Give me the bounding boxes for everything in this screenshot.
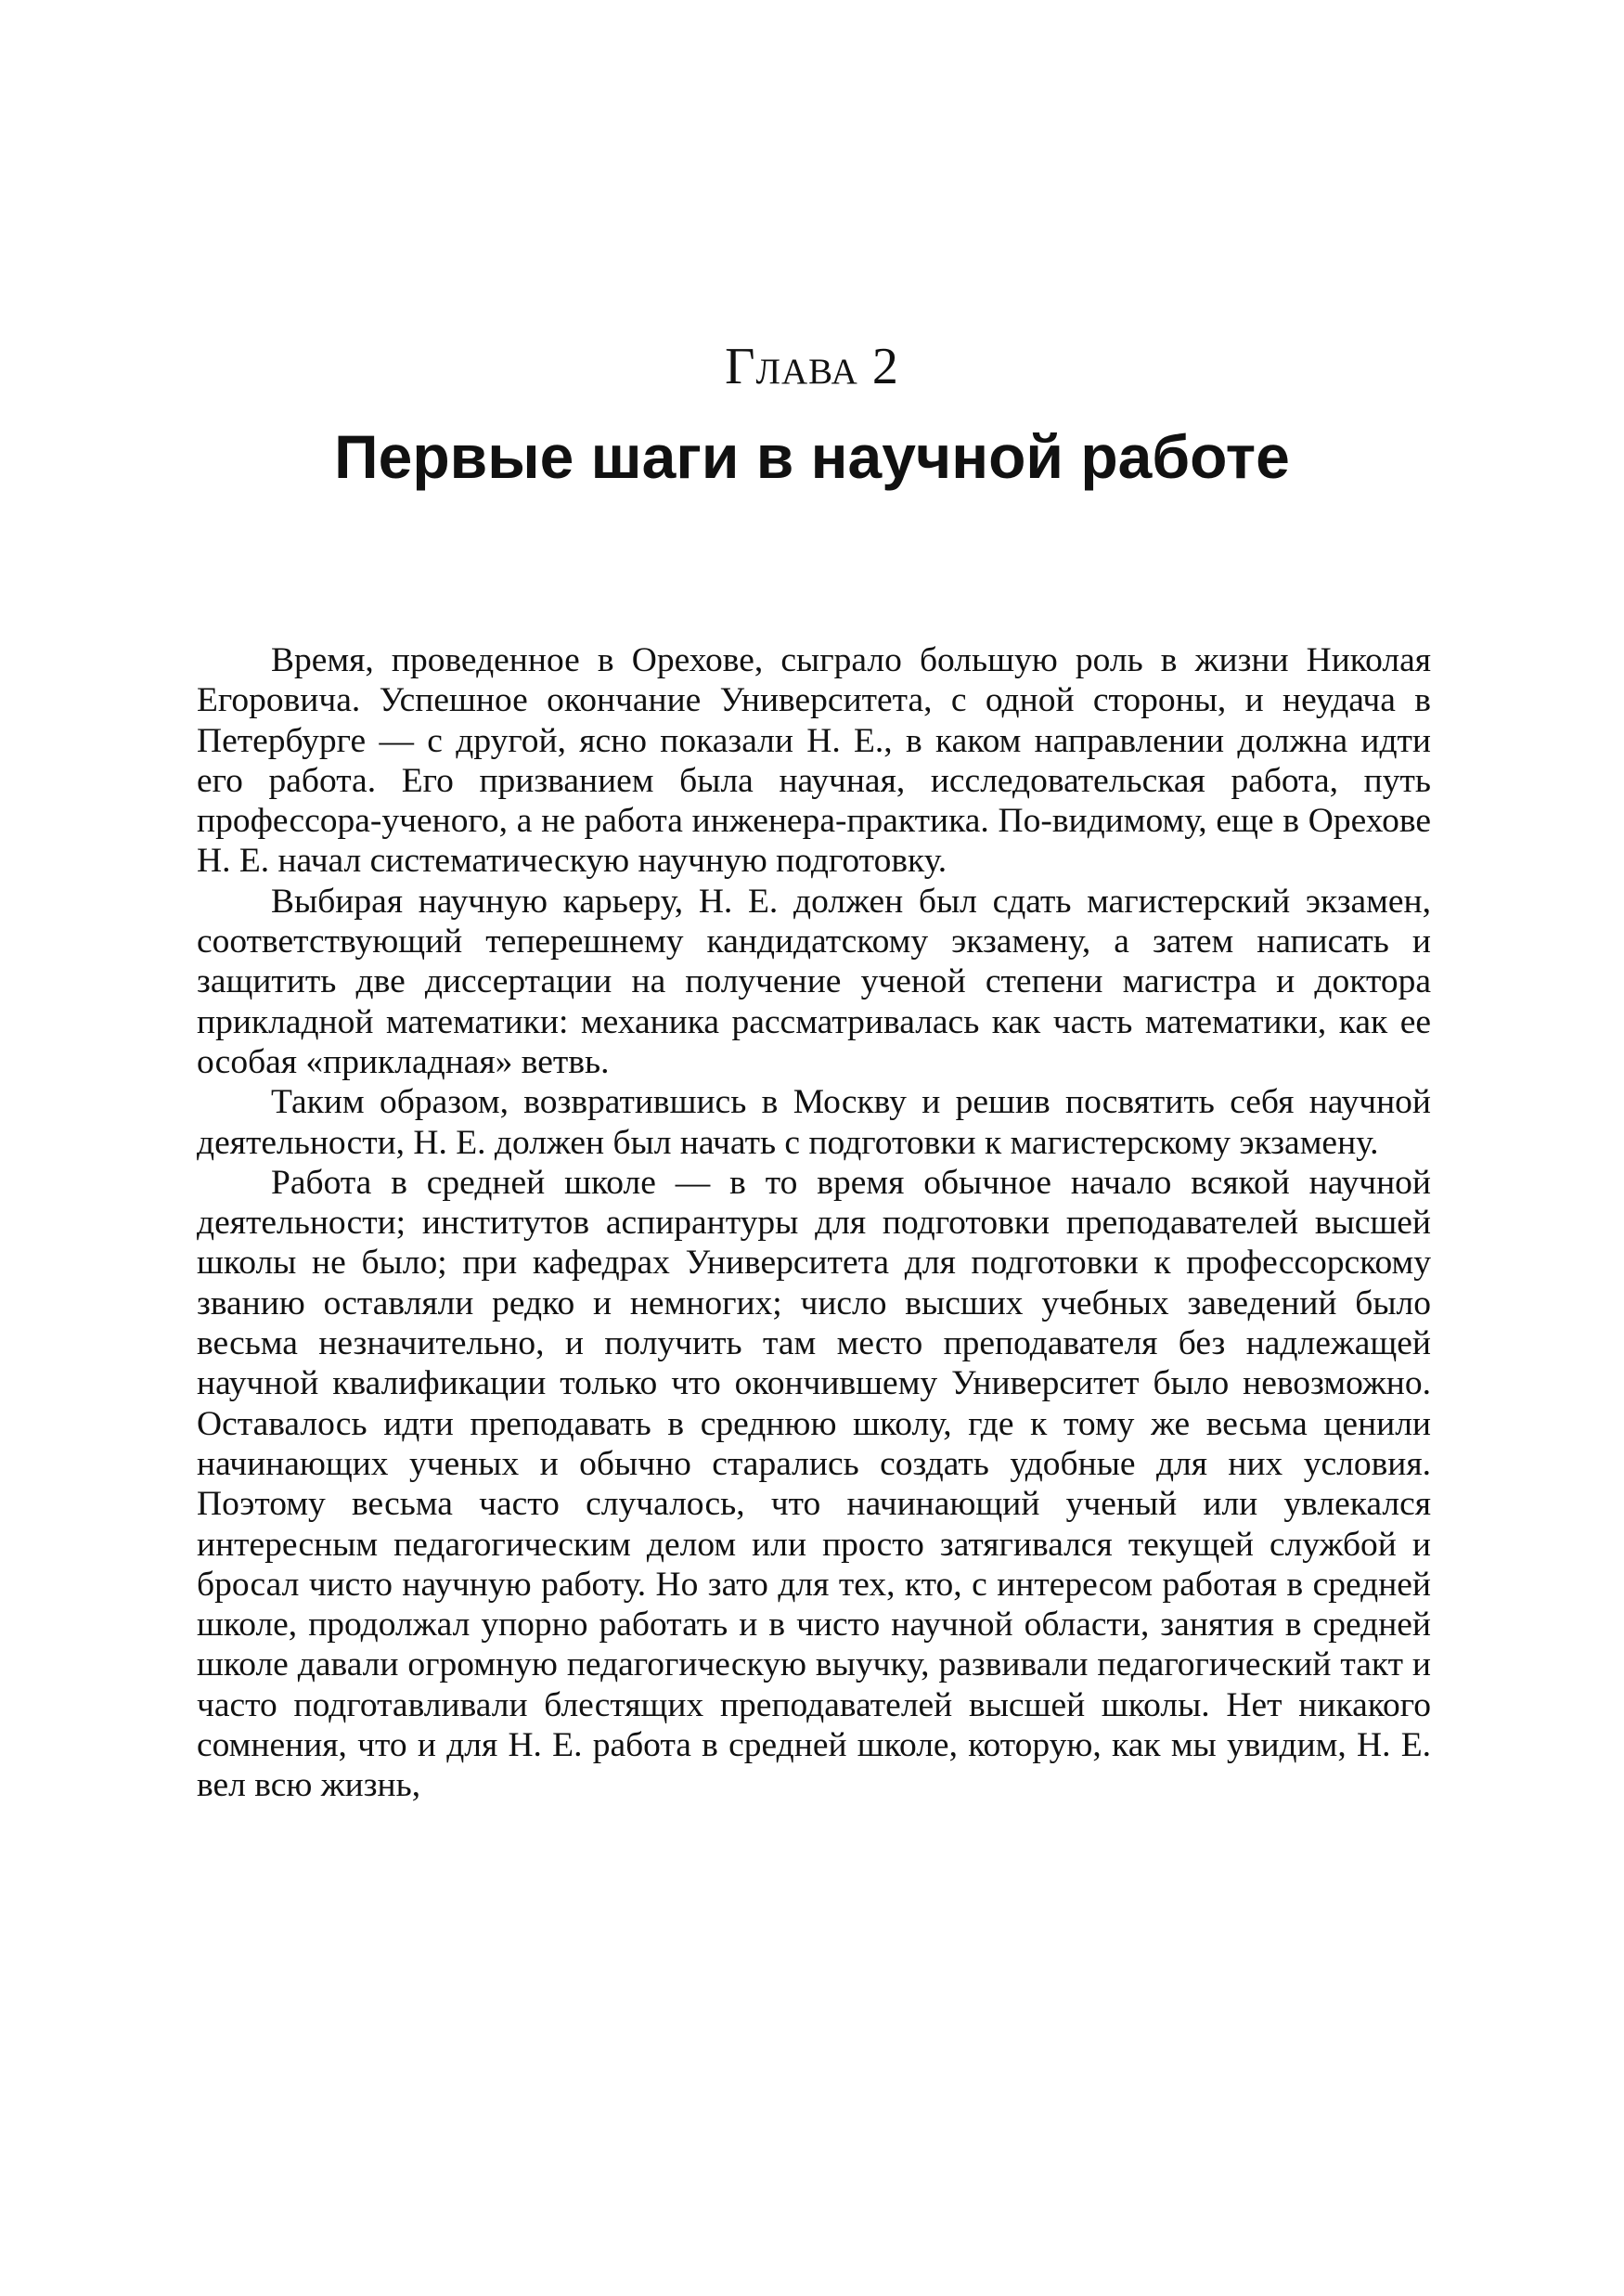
body-text — [197, 640, 1431, 1806]
paragraph: Выбирая научную карьеру, Н. Е. должен был сдать магистерский экзамен, соответствующий теперешнему кандидатскому экзамену, а затем написать и защитить две диссертации на получение ученой степени магистра и доктора прикладной математики: механика рассматривалась как часть математики, как ее особая «прикладная» ветвь. — [197, 882, 1431, 1081]
chapter-title: Первые шаги в научной работе — [334, 422, 1290, 491]
paragraph: Работа в средней школе — в то время обычное начало всякой научной деятельности; институтов аспирантуры для подготовки преподавателей высшей школы не было; при кафедрах Университета для подготовки к профессорскому званию оставляли редко и немногих; число высших учебных заведений было весьма незначительно, и получить там место преподавателя без надлежащей научной квалификации только что окончившему Университет было невозможно. Оставалось идти преподавать в среднюю школу, где к тому же весьма ценили начинающих ученых и обычно старались создать удобные для них условия. Поэтому весьма часто случалось, что начинающий ученый или увлекался интересным педагогическим делом или просто затягивался текущей службой и бросал чисто научную работу. Но зато для тех, кто, с интересом работая в средней школе, продолжал упорно работать и в чисто научной области, занятия в средней школе давали огромную педагогическую выучку, развивали педагогический такт и часто подготавливали блестящих преподавателей высшей школы. Нет никакого сомнения, что и для Н. Е. работа в средней школе, которую, как мы увидим, Н. Е. вел всю жизнь, — [197, 1163, 1431, 1805]
paragraph: Время, проведенное в Орехове, сыграло большую роль в жизни Николая Егоровича. Успешное окончание Университета, с одной стороны, и неудача в Петербурге — с другой, ясно показали Н. Е., в каком направлении должна идти его работа. Его призванием была научная, исследовательская работа, путь профессора-ученого, а не работа инженера-практика. По-видимому, еще в Орехове Н. Е. начал систематическую научную подготовку. — [197, 641, 1431, 881]
chapter-number: Глава 2 — [725, 338, 899, 395]
paragraph: Таким образом, возвратившись в Москву и решив посвятить себя научной деятельности, Н. Е. должен был начать с подготовки к магистерскому экзамену. — [197, 1083, 1431, 1162]
